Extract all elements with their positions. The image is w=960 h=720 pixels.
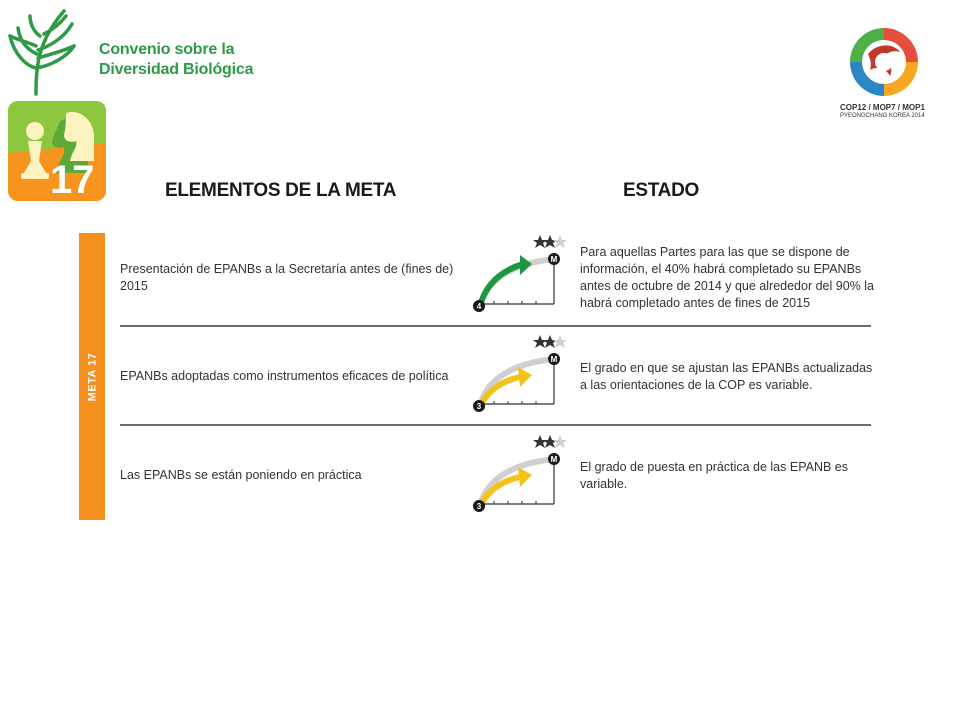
row-1-status-gauge	[470, 231, 575, 321]
cop12-logo	[846, 24, 922, 100]
row-3-gauge-level: 3	[476, 502, 482, 511]
row-3-element: Las EPANBs se están poniendo en práctica	[120, 468, 362, 482]
cbd-name-line1: Convenio sobre la	[99, 41, 235, 58]
row-separator-2	[120, 424, 871, 426]
row-1-status: Para aquellas Partes para las que se dispone de información, el 40% habrá completado su EPANBs antes de octubre de 2014 y que alrededor del 90% la habrá completado antes de fines de 2015	[580, 245, 874, 310]
row-separator-1	[120, 325, 871, 327]
row-2-gauge-level: 3	[476, 402, 482, 411]
cbd-logo	[6, 6, 76, 96]
row-3-status: El grado de puesta en práctica de las EPANB es variable.	[580, 460, 848, 491]
cbd-name-line2: Diversidad Biológica	[99, 61, 254, 78]
column-header-status: ESTADO	[623, 180, 699, 201]
cbd-name	[99, 40, 253, 80]
event-location: PYEONGCHANG KOREA 2014	[840, 113, 925, 119]
target-number: 17	[50, 158, 95, 202]
row-2-status: El grado en que se ajustan las EPANBs actualizadas a las orientaciones de la COP es variable.	[580, 361, 873, 392]
column-header-elements: ELEMENTOS DE LA META	[165, 180, 397, 201]
row-2-gauge-end: M	[550, 355, 558, 364]
row-1-gauge-level: 4	[476, 302, 482, 311]
row-1-gauge-end: M	[550, 255, 558, 264]
meta-side-label: META 17	[86, 352, 99, 401]
row-3-gauge-end: M	[550, 455, 558, 464]
row-3-status-gauge	[470, 431, 575, 521]
row-1-element: Presentación de EPANBs a la Secretaría antes de (fines de) 2015	[120, 262, 454, 293]
meta-side-label-wrap	[79, 233, 105, 520]
row-2-element: EPANBs adoptadas como instrumentos eficaces de política	[120, 369, 449, 383]
row-2-status-gauge	[470, 331, 575, 421]
event-title: COP12 / MOP7 / MOP1	[840, 103, 925, 112]
